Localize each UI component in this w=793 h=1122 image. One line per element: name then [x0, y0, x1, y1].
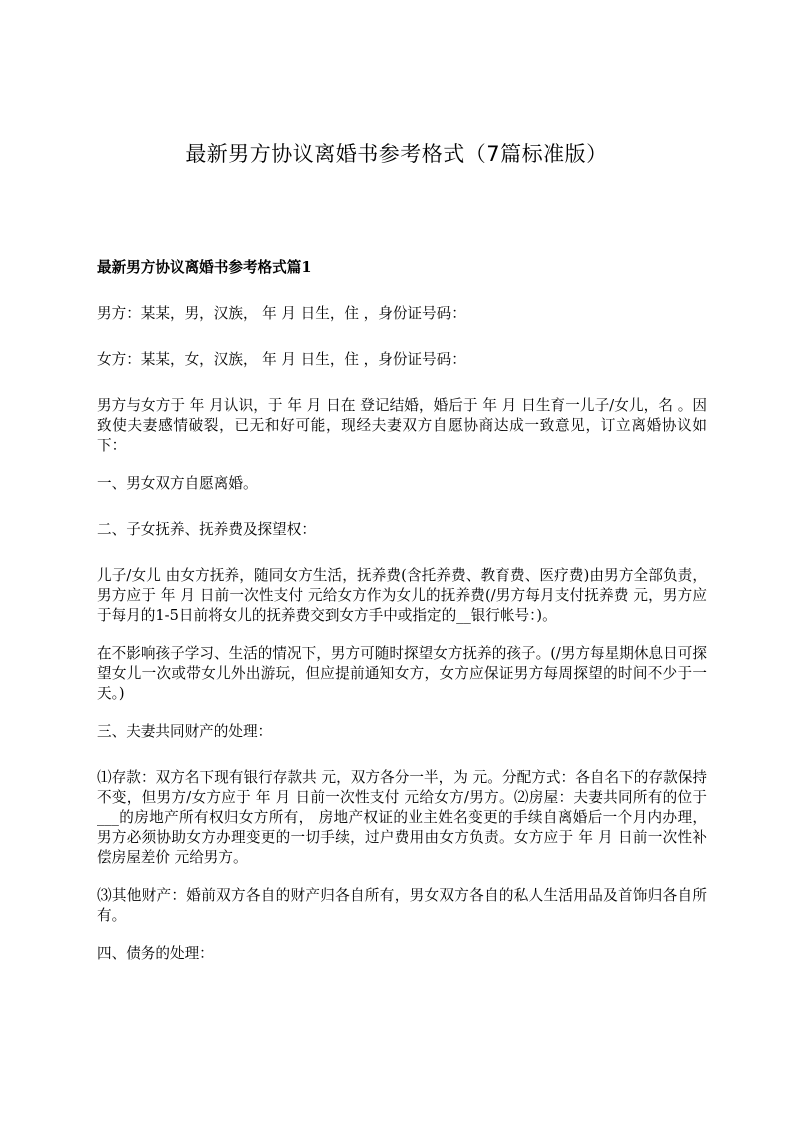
document-title: 最新男方协议离婚书参考格式（7篇标准版） [185, 142, 608, 166]
paragraph-savings-house: ⑴存款：双方名下现有银行存款共 元，双方各分一半，为 元。分配方式：各自名下的存款保持不变，但男方/女方应于 年 月 日前一次性支付 元给女方/男方。⑵房屋：夫妻共同所有的位于___的房地产所有权归女方所有， 房地产权证的业主姓名变更的手续自离婚后一个月内办理，男方必须协助女方办理变更的一切手续，过户费用由女方负责。女方应于 年 月 日前一次性补偿房屋差价 元给男方。 [97, 769, 707, 866]
paragraph-child-support: 儿子/女儿 由女方抚养，随同女方生活，抚养费(含托养费、教育费、医疗费)由男方全部负责，男方应于 年 月 日前一次性支付 元给女方作为女儿的抚养费(/男方每月支付抚养费 元，男方应于每月的1-5日前将女儿的抚养费交到女方手中或指定的__银行帐号：)。 [97, 567, 707, 624]
clause-1-divorce: 一、男女双方自愿离婚。 [97, 475, 258, 492]
paragraph-marriage-background: 男方与女方于 年 月认识，于 年 月 日在 登记结婚，婚后于 年 月 日生育一儿子/女儿，名 。因 致使夫妻感情破裂，已无和好可能，现经夫妻双方自愿协商达成一致意见，订立离婚协议如下： [97, 397, 707, 454]
document-body [97, 258, 707, 990]
clause-3-heading: 三、夫妻共同财产的处理： [97, 723, 273, 740]
clause-4-heading: 四、债务的处理： [97, 945, 214, 962]
paragraph-female-party: 女方：某某，女，汉族， 年 月 日生，住 ，身份证号码： [97, 351, 466, 368]
clause-2-heading: 二、子女抚养、抚养费及探望权： [97, 521, 316, 538]
paragraph-other-property: ⑶其他财产：婚前双方各自的财产归各自所有，男女双方各自的私人生活用品及首饰归各自所有。 [97, 887, 707, 924]
paragraph-visitation: 在不影响孩子学习、生活的情况下，男方可随时探望女方抚养的孩子。(/男方每星期休息日可探望女儿一次或带女儿外出游玩，但应提前通知女方，女方应保证男方每周探望的时间不少于一天。) [97, 645, 707, 702]
paragraph-male-party: 男方：某某，男，汉族， 年 月 日生，住 ，身份证号码： [97, 305, 466, 322]
section-heading: 最新男方协议离婚书参考格式篇1 [97, 259, 312, 276]
